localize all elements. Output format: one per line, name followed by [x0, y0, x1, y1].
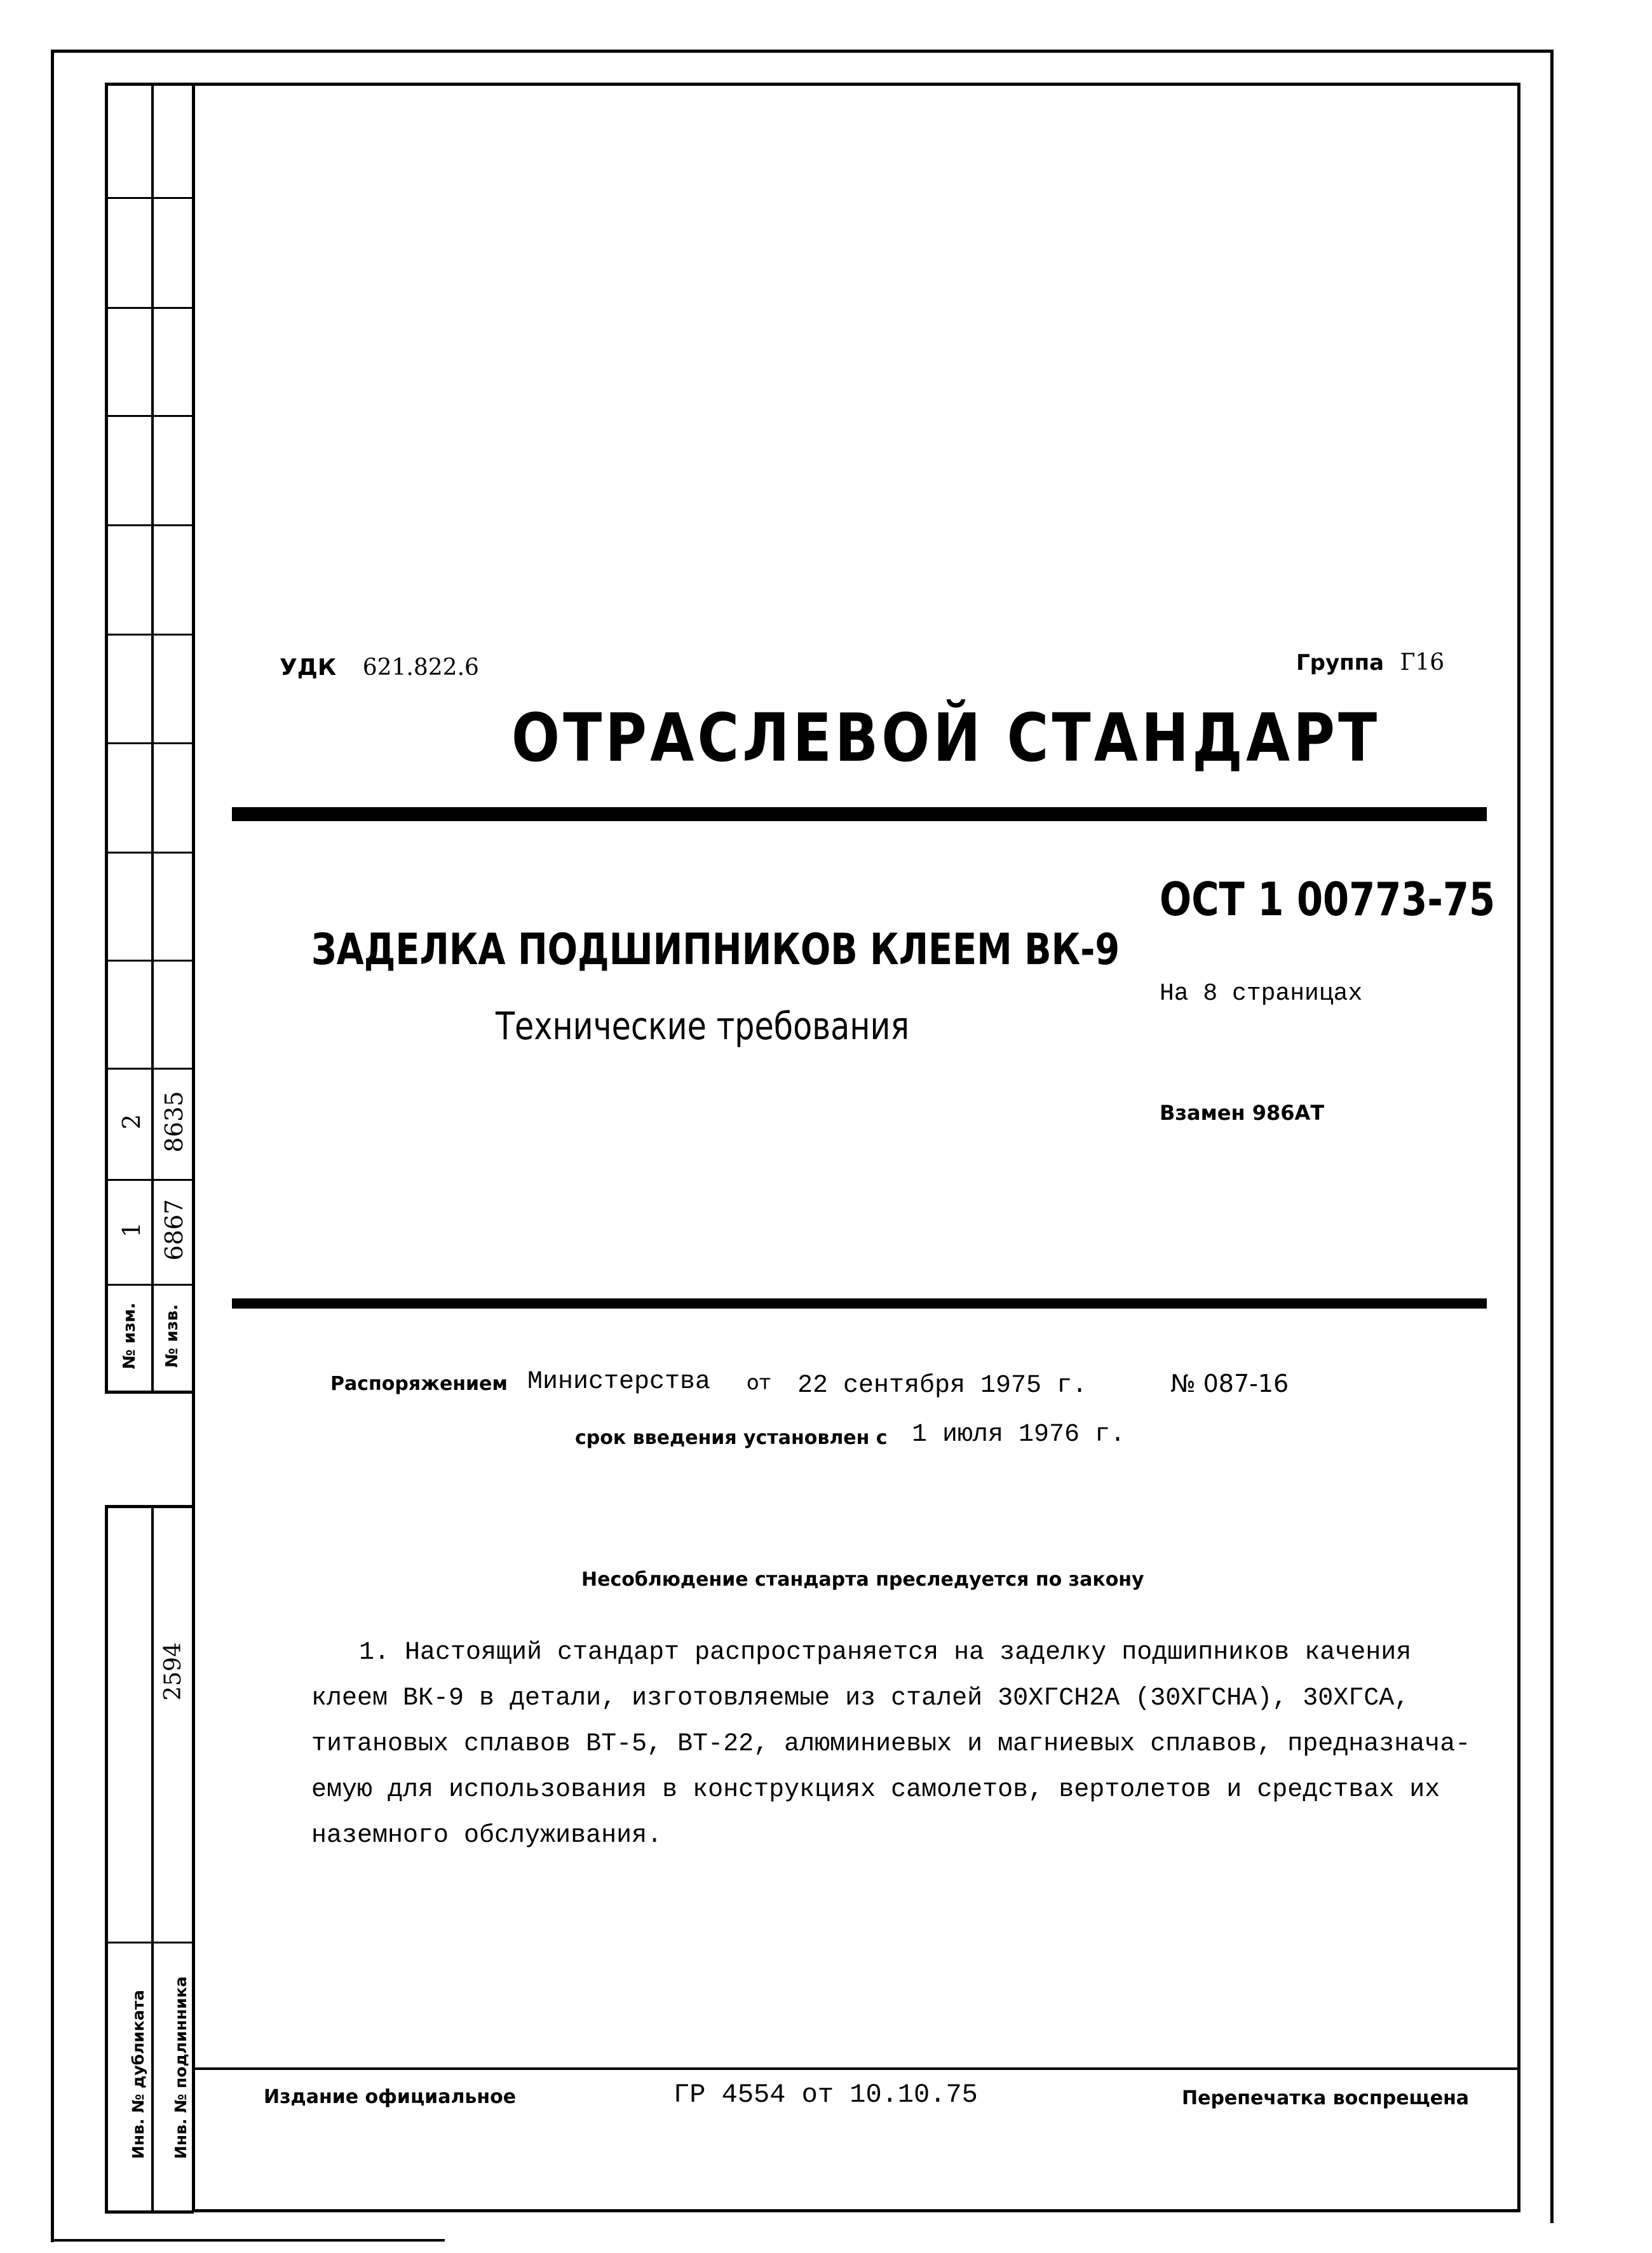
stamp-bottom-bottom	[105, 2210, 194, 2214]
original-inventory-label: Инв. № подлинника	[172, 1976, 190, 2159]
stamp-top-left	[105, 83, 108, 1392]
stamp-bottom-sep	[105, 1942, 194, 1943]
stamp-top-mid	[151, 83, 154, 1392]
replaces-line	[1160, 1098, 1324, 1126]
replaces-text: Взамен 986АТ	[1160, 1101, 1325, 1125]
body-line: 1. Настоящий стандарт распространяется на заделку подшипников качения	[359, 1638, 1412, 1667]
decree-date: 22 сентября 1975 г.	[797, 1372, 1088, 1400]
outer-frame-top	[51, 50, 1554, 53]
outer-frame-left	[51, 50, 54, 2242]
footer-reprint-notice: Перепечатка воспрещена	[1182, 2087, 1470, 2109]
udk-value: 621.822.6	[362, 655, 479, 681]
standard-title: ЗАДЕЛКА ПОДШИПНИКОВ КЛЕЕМ ВК-9	[311, 925, 1120, 975]
change-no-1: 1	[118, 1222, 146, 1238]
body-line: наземного обслуживания.	[311, 1821, 663, 1850]
standard-subtitle: Технические требования	[496, 1004, 910, 1049]
notice-no-2: 8635	[160, 1091, 188, 1153]
effective-date-label: срок введения установлен с	[575, 1427, 888, 1449]
stamp-bottom-mid	[151, 1505, 154, 2214]
outer-frame-bottom	[51, 2239, 445, 2242]
inner-frame-top	[105, 83, 1520, 86]
footer-official-edition: Издание официальное	[264, 2086, 517, 2108]
duplicate-inventory-label: Инв. № дубликата	[129, 1990, 147, 2159]
udk-label: УДК	[280, 655, 337, 681]
stamp-top-bottom	[105, 1391, 194, 1394]
stamp-row-sep	[105, 960, 194, 962]
stamp-row-sep	[105, 742, 194, 744]
notice-no-1: 6867	[160, 1199, 188, 1261]
inner-frame-right	[1517, 83, 1520, 2212]
decree-ministry: Министерства	[527, 1368, 711, 1396]
group-line	[1296, 650, 1444, 676]
page-title: ОТРАСЛЕВОЙ СТАНДАРТ	[511, 699, 1381, 777]
change-no-label: № изм.	[120, 1302, 139, 1370]
decree-from: от	[747, 1370, 771, 1394]
legal-notice: Несоблюдение стандарта преследуется по закону	[581, 1569, 1144, 1591]
inner-frame-left	[192, 83, 195, 2212]
stamp-row-sep	[105, 852, 194, 854]
stamp-row-sep	[105, 307, 194, 309]
body-line: клеем ВК-9 в детали, изготовляемые из сталей 30ХГСН2А (30ХГСНА), 30ХГСА,	[311, 1684, 1410, 1713]
outer-frame-right	[1550, 50, 1554, 2223]
stamp-row-sep	[105, 415, 194, 417]
body-line: титановых сплавов ВТ-5, ВТ-22, алюминиевых и магниевых сплавов, предназнача-	[311, 1730, 1471, 1759]
standard-number: ОСТ 1 00773-75	[1160, 873, 1496, 926]
decree-line-1	[330, 1373, 508, 1395]
stamp-row-sep	[105, 197, 194, 199]
change-no-2: 2	[118, 1113, 146, 1130]
notice-no-label: № изв.	[163, 1304, 182, 1368]
decree-label: Распоряжением	[330, 1373, 508, 1395]
footer-divider	[192, 2067, 1520, 2070]
stamp-bottom-left	[105, 1505, 108, 2214]
original-inventory-number: 2594	[160, 1642, 186, 1701]
stamp-row-sep	[105, 1068, 194, 1070]
body-line: емую для использования в конструкциях самолетов, вертолетов и средствах их	[311, 1776, 1440, 1804]
stamp-row-sep	[105, 1179, 194, 1181]
udk-line	[280, 655, 479, 681]
decree-rule	[232, 1298, 1487, 1309]
title-rule	[232, 807, 1487, 821]
group-value: Г16	[1400, 650, 1445, 676]
decree-number: № 087-16	[1170, 1370, 1289, 1398]
stamp-row-sep	[105, 634, 194, 636]
effective-date: 1 июля 1976 г.	[912, 1420, 1126, 1449]
footer-registration: ГР 4554 от 10.10.75	[674, 2079, 978, 2110]
stamp-row-sep	[105, 524, 194, 526]
page-count: На 8 страницах	[1160, 980, 1363, 1007]
stamp-row-sep	[105, 1284, 194, 1286]
stamp-bottom-top	[105, 1505, 194, 1508]
group-label: Группа	[1296, 650, 1385, 676]
inner-frame-bottom	[194, 2209, 1520, 2212]
